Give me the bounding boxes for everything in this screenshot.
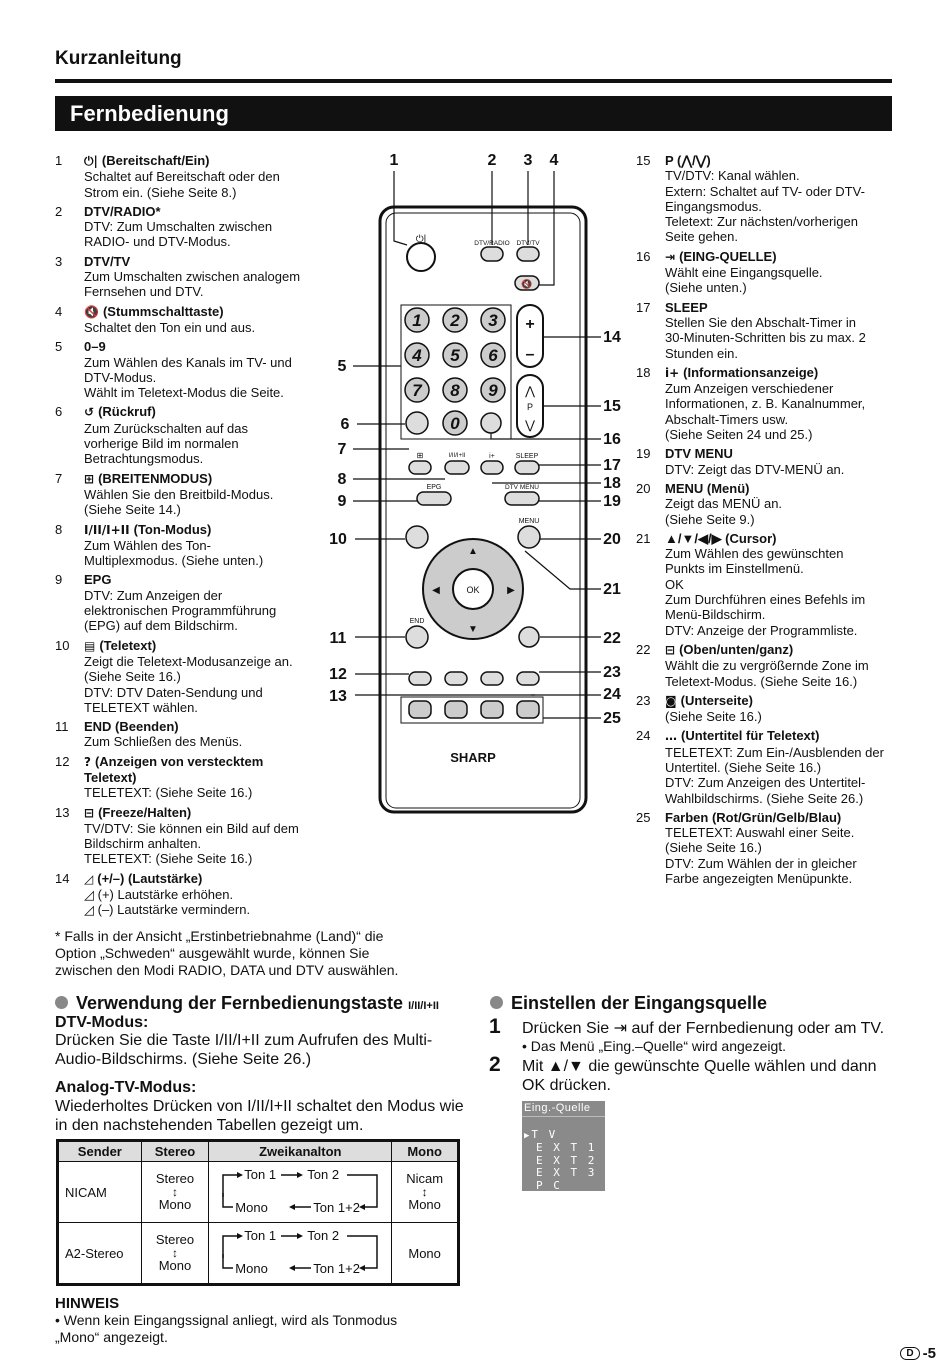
key-title [84, 254, 325, 269]
callout-number: 7 [337, 441, 347, 458]
step-2-number: 2 [489, 1053, 501, 1076]
analog-mode-heading: Analog-TV-Modus: [55, 1079, 197, 1096]
cycle-diagram [215, 1163, 385, 1221]
key-title [665, 365, 896, 381]
updown-arrow-icon: ↕ [421, 1185, 428, 1199]
key-title [84, 719, 325, 734]
key-entry [55, 754, 325, 801]
region-badge: D [900, 1347, 919, 1360]
key-description: Stellen Sie den Abschalt-Timer in 30-Minuten-Schritten bis zu max. 2 Stunden ein. [665, 314, 866, 361]
key-title-text: (Unterseite) [680, 692, 753, 708]
cycle-item: Ton 2 [307, 1228, 340, 1243]
up-arrow-icon: ▲ [468, 546, 478, 557]
key-entry [55, 471, 325, 518]
key-number: 12 [55, 753, 70, 769]
key-entry [55, 304, 325, 336]
key-title [665, 446, 896, 461]
callout-number: 16 [603, 431, 621, 448]
key-description: Zeigt die Teletext-Modusanzeige an. (Siehe Seite 16.) DTV: DTV Daten-Sendung und TELETEXT wählen. [84, 653, 293, 715]
key-icon: ⇥ [665, 249, 676, 264]
key-number: 19 [636, 446, 651, 462]
key-number: 8 [55, 521, 63, 537]
key-number: 16 [636, 248, 651, 264]
callout-number: 23 [603, 664, 621, 681]
sound-mode-button[interactable] [445, 461, 469, 474]
page-number: D -5 [900, 1345, 936, 1362]
right-key-list [636, 153, 896, 890]
key-number: 20 [636, 480, 651, 496]
callout-number: 10 [329, 531, 347, 548]
sound-mode-icon: I/II/I+II [408, 1000, 439, 1012]
osd-title: Eing.-Quelle [522, 1101, 605, 1117]
yellow-button[interactable] [481, 701, 503, 718]
teletext-button[interactable] [406, 526, 428, 548]
section-title-input: Einstellen der Eingangsquelle [490, 993, 767, 1014]
key-description: TELETEXT: Zum Ein-/Ausblenden der Untertitel. (Siehe Seite 16.) DTV: Zum Anzeigen des Untertitel- Wahlbildschirms. (Siehe Seite 26.) [665, 744, 884, 806]
key-description: Wählt eine Eingangsquelle. (Siehe unten.) [665, 265, 823, 296]
key-description: Schaltet den Ton ein und aus. [84, 319, 256, 335]
key-entry [55, 404, 325, 466]
key-entry [636, 249, 896, 296]
callout-number: 21 [603, 581, 621, 598]
key-title [665, 249, 896, 265]
wide-icon: ⊞ [416, 451, 424, 460]
key-number: 9 [55, 572, 63, 588]
key-title-text: (Oben/unten/ganz) [679, 641, 794, 657]
key-title-text: (Teletext) [99, 637, 157, 653]
key-entry [55, 805, 325, 867]
p-down-icon: ⋁ [525, 418, 535, 432]
updown-arrow-icon: ↕ [171, 1185, 178, 1199]
key-title [84, 404, 325, 420]
callout-number: 17 [603, 457, 621, 474]
key-title-text: (Stummschalttaste) [102, 303, 224, 319]
key-entry [636, 481, 896, 527]
key-entry [55, 522, 325, 569]
mono-cell [392, 1162, 459, 1223]
col-sender: Sender [58, 1141, 142, 1162]
osd-item-label: E X T 3 [536, 1166, 597, 1179]
key-title-text: END (Beenden) [84, 719, 179, 735]
key-title [665, 810, 896, 825]
key-description: Wählt die zu vergrößernde Zone im Teletext-Modus. (Siehe Seite 16.) [665, 658, 869, 689]
key-entry [55, 339, 325, 400]
key-number: 10 [55, 637, 70, 653]
subpage-button[interactable] [517, 672, 539, 685]
key-entry [636, 728, 896, 805]
osd-item-label: E X T 2 [536, 1153, 597, 1167]
key-description: DTV: Zum Anzeigen der elektronischen Programmführung (EPG) auf dem Bildschirm. [84, 587, 277, 634]
dtv-mode-heading: DTV-Modus: [55, 1014, 149, 1031]
dtv-tv-button[interactable] [517, 247, 539, 261]
digit-label: 7 [412, 381, 422, 400]
key-description: DTV: Zeigt das DTV-MENÜ an. [665, 461, 845, 477]
stereo-cell [141, 1162, 209, 1223]
dtv-radio-button[interactable] [481, 247, 503, 261]
callout-number: 1 [389, 152, 399, 169]
key-description: DTV: Zum Umschalten zwischen RADIO- und DTV-Modus. [84, 219, 273, 250]
key-title [84, 204, 325, 219]
step-1-text: Drücken Sie ⇥ auf der Fernbedienung oder am TV. [522, 1020, 885, 1037]
key-entry [636, 531, 896, 638]
key-number: 5 [55, 339, 63, 355]
key-title-text: (Ton-Modus) [133, 521, 212, 537]
callout-number: 11 [329, 630, 347, 647]
key-title [84, 805, 325, 821]
dtv-radio-label: DTV/RADIO [474, 240, 510, 247]
dual-cell [209, 1162, 392, 1223]
key-title [665, 481, 896, 496]
key-number: 1 [55, 153, 63, 168]
table-row [58, 1223, 459, 1285]
mono-cell [392, 1223, 459, 1285]
key-title [665, 642, 896, 658]
key-description: Zum Wählen des Ton- Multiplexmodus. (Siehe unten.) [84, 537, 264, 569]
callout-number: 14 [603, 329, 621, 346]
table-row [58, 1162, 459, 1223]
key-icon: 🔇 [84, 304, 99, 319]
epg-button[interactable] [417, 492, 451, 505]
callout-number: 9 [337, 493, 347, 510]
section-title-audio: Verwendung der Fernbedienungstaste I/II/I+II [55, 993, 439, 1014]
key-description: ◿ (+) Lautstärke erhöhen. ◿ (–) Lautstärke vermindern. [84, 887, 251, 918]
key-icon: ⊟ [665, 642, 676, 657]
key-description: Zeigt das MENÜ an. (Siehe Seite 9.) [665, 496, 783, 527]
digit-label: 8 [450, 381, 460, 400]
reveal-button[interactable] [409, 672, 431, 685]
sound-mode-table [56, 1139, 460, 1286]
blue-button[interactable] [517, 701, 539, 718]
key-description: TV/DTV: Kanal wählen. Extern: Schaltet auf TV- oder DTV- Eingangsmodus. Teletext: Zur nächsten/vorherigen Seite gehen. [665, 168, 865, 245]
input-button[interactable] [481, 413, 501, 433]
key-number: 2 [55, 203, 63, 219]
table-header-row [58, 1141, 459, 1162]
remote-control-diagram [325, 145, 635, 765]
key-title [84, 522, 325, 538]
wide-button[interactable] [409, 461, 431, 474]
key-description: Wählen Sie den Breitbild-Modus. (Siehe Seite 14.) [84, 486, 274, 518]
key-entry [636, 642, 896, 689]
dtv-tv-label: DTV/TV [516, 240, 540, 247]
digit-label: 2 [450, 311, 460, 330]
stereo-top: Stereo [155, 1171, 195, 1186]
key-entry [636, 693, 896, 725]
key-title [665, 300, 896, 315]
updown-arrow-icon: ↕ [171, 1246, 178, 1260]
key-title-text: (Freeze/Halten) [98, 804, 192, 820]
callout-number: 20 [603, 531, 621, 548]
callout-number: 15 [603, 398, 621, 415]
key-entry [55, 719, 325, 750]
power-icon: ⏻| [415, 234, 427, 245]
right-arrow-icon: ▶ [507, 585, 515, 596]
osd-item-label: P C [536, 1178, 562, 1192]
key-title [84, 153, 325, 169]
sleep-button[interactable] [515, 461, 539, 474]
callout-number: 12 [329, 666, 347, 683]
digit-label: 6 [488, 346, 498, 365]
note-heading: HINWEIS [55, 1295, 120, 1312]
callout-number: 5 [337, 358, 347, 375]
key-title [84, 339, 325, 354]
page-banner: Fernbedienung [55, 96, 892, 131]
key-description: Zum Umschalten zwischen analogem Fernsehen und DTV. [84, 269, 301, 300]
key-description: Zum Wählen des gewünschten Punkts im Einstellmenü. OK Zum Durchführen eines Befehls im Menü-Bildschirm. DTV: Anzeige der Programmliste. [665, 546, 866, 638]
key-entry [55, 871, 325, 918]
key-icon: ⊞ [84, 471, 95, 486]
key-description: (Siehe Seite 16.) [665, 709, 762, 725]
mono-top: Nicam [406, 1171, 444, 1186]
key-icon: ↺ [84, 405, 95, 420]
key-title-text: (Anzeigen von verstecktem Teletext) [84, 753, 264, 785]
key-number: 22 [636, 641, 651, 657]
key-number: 7 [55, 470, 63, 486]
section-header: Kurzanleitung [55, 48, 182, 69]
header-rule [55, 79, 892, 83]
key-entry [636, 810, 896, 886]
step-2-text: Mit ▲/▼ die gewünschte Quelle wählen und dann OK drücken. [522, 1058, 877, 1094]
menu-button[interactable] [518, 526, 540, 548]
recall-button[interactable] [406, 412, 428, 434]
left-arrow-icon: ◀ [432, 585, 440, 596]
key-description: Zum Zurückschalten auf das vorherige Bild im normalen Betrachtungsmodus. [84, 420, 249, 467]
key-icon: ◿ [84, 871, 94, 886]
dtv-mode-text: Drücken Sie die Taste I/II/I+II zum Aufrufen des Multi-Audio-Bildschirms. (Siehe Seite 26.) [55, 1032, 433, 1068]
callout-number: 6 [340, 416, 350, 433]
osd-item-label: T V [531, 1127, 558, 1141]
key-title [84, 871, 325, 887]
callout-number: 19 [603, 493, 621, 510]
epg-label: EPG [426, 484, 442, 491]
key-title-text: (+/–) (Lautstärke) [97, 870, 203, 886]
info-button[interactable] [481, 461, 503, 474]
sender-cell: NICAM [58, 1162, 142, 1223]
down-arrow-icon: ▼ [468, 624, 478, 635]
key-icon: ? [84, 754, 91, 769]
stereo-bottom: Mono [158, 1258, 192, 1273]
key-number: 13 [55, 804, 70, 820]
bullet-icon [490, 996, 503, 1009]
key-icon: ⊟ [84, 805, 95, 820]
key-title-text: EPG [84, 572, 112, 588]
key-icon: ◙ [665, 693, 677, 708]
mute-icon: 🔇 [521, 279, 533, 289]
step-1-sub: • Das Menü „Eing.–Quelle“ wird angezeigt. [522, 1038, 787, 1054]
input-source-menu [522, 1101, 605, 1191]
mono-bottom: Mono [408, 1197, 441, 1212]
key-title-text: DTV/RADIO* [84, 203, 161, 219]
key-title [665, 693, 896, 709]
key-title-text: (Rückruf) [98, 404, 156, 420]
footnote: * Falls in der Ansicht „Erstinbetriebnahme (Land)“ die Option „Schweden“ ausgewählt wurde, können Sie zwischen den Modi RADIO, DATA und DTV auswählen. [55, 928, 399, 978]
digit-label: 5 [450, 346, 460, 365]
key-entry [636, 365, 896, 442]
left-key-list [55, 153, 325, 922]
analog-mode-text: Wiederholtes Drücken von I/II/I+II schaltet den Modus wie in den nachstehenden Tabellen gezeigt um. [55, 1098, 464, 1134]
key-title-text: (Bereitschaft/Ein) [101, 153, 210, 168]
green-button[interactable] [445, 701, 467, 718]
key-title-text: DTV/TV [84, 253, 131, 269]
cycle-item: Ton 1 [244, 1167, 277, 1182]
key-entry [55, 204, 325, 250]
menu-label: MENU [518, 518, 540, 525]
cycle-item: Mono [235, 1261, 268, 1276]
key-number: 18 [636, 364, 651, 380]
key-description: Schaltet auf Bereitschaft oder den Strom ein. (Siehe Seite 8.) [84, 169, 280, 200]
cycle-item: Ton 1+2 [313, 1261, 360, 1276]
dual-cell [209, 1223, 392, 1285]
key-title-text: (Untertitel für Teletext) [681, 728, 820, 744]
col-dual: Zweikanalton [209, 1141, 392, 1162]
key-title-text: ▲/▼/◀/▶ (Cursor) [665, 530, 777, 546]
key-title [84, 304, 325, 320]
digit-label: 9 [488, 381, 498, 400]
key-number: 25 [636, 809, 651, 825]
callout-number: 2 [487, 152, 497, 169]
bullet-icon [55, 996, 68, 1009]
sender-cell: A2-Stereo [58, 1223, 142, 1285]
key-entry [55, 153, 325, 200]
cycle-item: Ton 1 [244, 1228, 277, 1243]
vol-plus-label: + [525, 316, 535, 333]
osd-item [522, 1180, 605, 1193]
key-title-text: Farben (Rot/Grün/Gelb/Blau) [665, 809, 842, 825]
hold-button[interactable] [445, 672, 467, 685]
key-number: 23 [636, 692, 651, 708]
key-description: TV/DTV: Sie können ein Bild auf dem Bildschirm anhalten. TELETEXT: (Siehe Seite 16.) [84, 820, 299, 867]
cycle-diagram [215, 1224, 385, 1282]
key-title [84, 638, 325, 654]
subtitle-button[interactable] [481, 672, 503, 685]
callout-number: 13 [329, 688, 347, 705]
cycle-item: Mono [235, 1200, 268, 1215]
selection-arrow-icon: ▶ [524, 1130, 532, 1141]
key-number: 14 [55, 870, 70, 886]
key-title-text: DTV MENU [665, 446, 733, 462]
key-title-text: P (⋀/⋁) [665, 153, 711, 168]
cycle-item: Ton 1+2 [313, 1200, 360, 1215]
key-number: 4 [55, 303, 63, 319]
key-icon: ▤ [84, 638, 96, 653]
osd-item-label: E X T 1 [536, 1141, 597, 1154]
callout-number: 22 [603, 630, 621, 647]
callout-number: 4 [549, 152, 559, 169]
digit-label: 1 [412, 311, 422, 330]
key-entry [55, 638, 325, 715]
key-title-text: 0–9 [84, 339, 106, 355]
page-zoom-button[interactable] [519, 627, 539, 647]
key-title-text: MENU (Menü) [665, 480, 750, 496]
stereo-cell [141, 1223, 209, 1285]
key-title [665, 531, 896, 546]
digit-label: 4 [412, 346, 422, 365]
key-title [84, 471, 325, 487]
key-entry [55, 572, 325, 633]
key-number: 21 [636, 530, 651, 546]
key-icon: … [665, 729, 677, 744]
key-number: 6 [55, 404, 63, 420]
digit-label: 3 [488, 311, 498, 330]
power-button[interactable] [407, 243, 435, 271]
step-1-number: 1 [489, 1015, 501, 1038]
osd-item [522, 1129, 605, 1143]
key-description: Zum Wählen des Kanals im TV- und DTV-Modus. Wählt im Teletext-Modus die Seite. [84, 354, 292, 401]
osd-item [522, 1167, 605, 1180]
key-icon: I/II/I+II [84, 522, 130, 537]
callout-number: 3 [523, 152, 533, 169]
key-title-text: (BREITENMODUS) [98, 470, 213, 486]
key-description: TELETEXT: (Siehe Seite 16.) [84, 785, 253, 801]
callout-number: 8 [337, 471, 347, 488]
vol-minus-label: – [525, 346, 535, 363]
key-entry [55, 254, 325, 300]
red-button[interactable] [409, 701, 431, 718]
col-stereo: Stereo [141, 1141, 209, 1162]
stereo-bottom: Mono [158, 1197, 192, 1212]
sound-mode-label: I/II/I+II [448, 453, 466, 459]
key-title [665, 728, 896, 744]
digit-label: 0 [450, 414, 460, 433]
key-description: TELETEXT: Auswahl einer Seite. (Siehe Seite 16.) DTV: Zum Wählen der in gleicher Farbe angezeigten Menüpunkte. [665, 825, 857, 887]
key-description: Zum Anzeigen verschiedener Informationen, z. B. Kanalnummer, Abschalt-Timers usw. (Siehe Seiten 24 und 25.) [665, 381, 866, 443]
key-number: 3 [55, 253, 63, 269]
key-title-text: (Informationsanzeige) [683, 364, 819, 380]
key-title-text: (EING-QUELLE) [679, 248, 777, 264]
key-number: 11 [55, 719, 69, 735]
key-icon: i+ [665, 365, 680, 380]
col-mono: Mono [392, 1141, 459, 1162]
key-icon: ⏻| [84, 154, 98, 168]
end-label: END [409, 618, 425, 625]
key-entry [636, 446, 896, 477]
key-description: Zum Schließen des Menüs. [84, 734, 243, 750]
key-number: 17 [636, 299, 651, 315]
key-number: 24 [636, 728, 651, 744]
key-entry [636, 153, 896, 245]
key-title [665, 153, 896, 168]
dtv-menu-label: DTV MENU [505, 484, 539, 491]
cycle-item: Ton 2 [307, 1167, 340, 1182]
info-label: i+ [489, 453, 495, 460]
dtv-menu-button[interactable] [505, 492, 539, 505]
key-title [84, 754, 325, 786]
end-button[interactable] [406, 626, 428, 648]
key-number: 15 [636, 153, 651, 168]
p-label: P [526, 402, 534, 412]
ok-label: OK [466, 585, 480, 595]
key-title-text: SLEEP [665, 299, 708, 315]
key-title [84, 572, 325, 587]
p-up-icon: ⋀ [525, 384, 535, 398]
note-text: • Wenn kein Eingangssignal anliegt, wird als Tonmodus „Mono“ angezeigt. [55, 1312, 398, 1345]
callout-number: 24 [603, 686, 621, 703]
brand-logo: SHARP [450, 750, 496, 765]
callout-number: 25 [603, 710, 621, 727]
sleep-label: SLEEP [515, 453, 539, 460]
callout-number: 18 [603, 475, 621, 492]
key-entry [636, 300, 896, 361]
mono-value: Mono [408, 1245, 441, 1261]
stereo-top: Stereo [155, 1232, 195, 1247]
